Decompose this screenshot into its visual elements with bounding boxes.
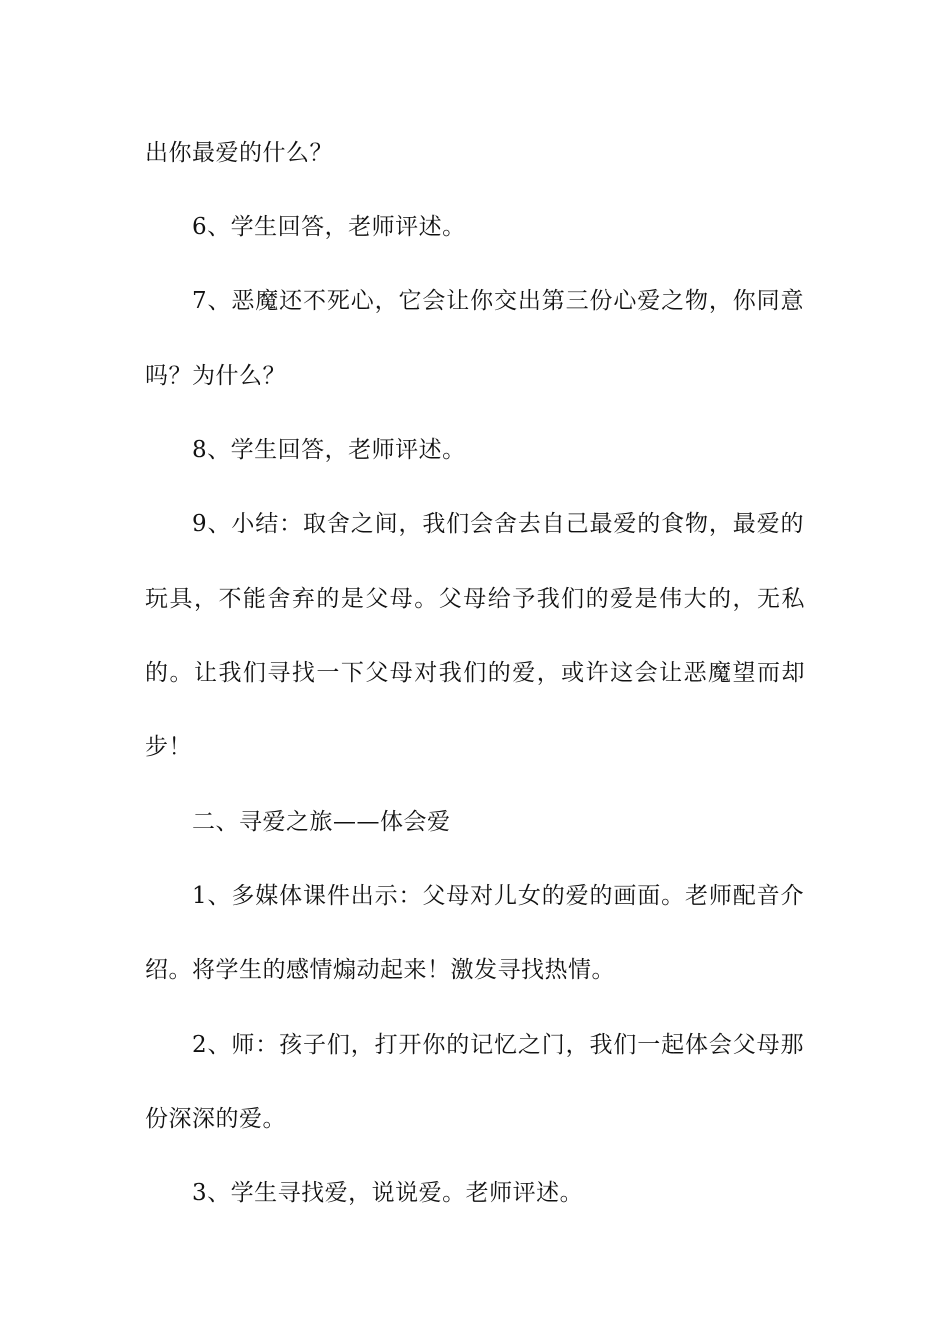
section-heading: 二、寻爱之旅——体会爱 xyxy=(192,809,451,835)
text-line: 8、学生回答，老师评述。 xyxy=(192,437,466,463)
text-line: 出你最爱的什么？ xyxy=(145,140,333,166)
text-line: 步！ xyxy=(145,734,192,760)
text-line: 玩具，不能舍弃的是父母。父母给予我们的爱是伟大的，无私 xyxy=(145,586,805,612)
text-line: 7、恶魔还不死心，它会让你交出第三份心爱之物，你同意 xyxy=(192,288,804,314)
text-line: 吗？为什么？ xyxy=(145,363,286,389)
text-line: 的。让我们寻找一下父母对我们的爱，或许这会让恶魔望而却 xyxy=(145,660,805,686)
text-line: 份深深的爱。 xyxy=(145,1106,286,1132)
text-line: 1、多媒体课件出示：父母对儿女的爱的画面。老师配音介 xyxy=(192,883,804,909)
text-line: 9、小结：取舍之间，我们会舍去自己最爱的食物，最爱的 xyxy=(192,511,804,537)
text-line: 3、学生寻找爱，说说爱。老师评述。 xyxy=(192,1180,584,1206)
text-line: 2、师：孩子们，打开你的记忆之门，我们一起体会父母那 xyxy=(192,1032,804,1058)
text-line: 6、学生回答，老师评述。 xyxy=(192,214,466,240)
text-line: 绍。将学生的感情煽动起来！激发寻找热情。 xyxy=(145,957,615,983)
